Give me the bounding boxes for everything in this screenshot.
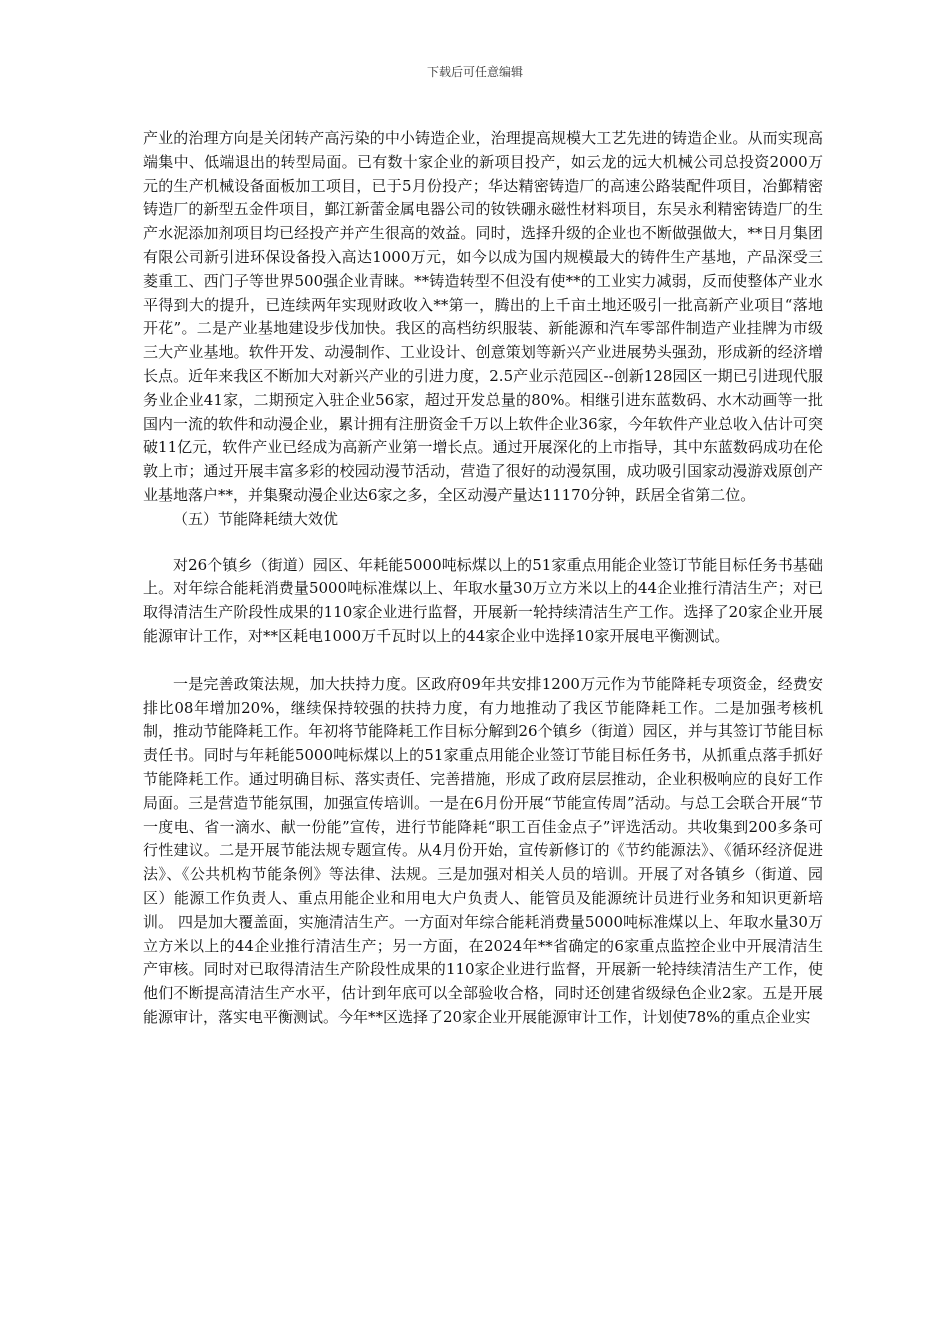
document-body xyxy=(143,127,823,1030)
section-heading-energy-saving: （五）节能降耗绩大效优 xyxy=(173,509,339,528)
paragraph-industry-transformation: 产业的治理方向是关闭转产高污染的中小铸造企业，治理提高规模大工艺先进的铸造企业。从而实现高端集中、低端退出的转型局面。已有数十家企业的新项目投产，如云龙的远大机械公司总投资2000万元的生产机械设备面板加工项目，已于5月份投产；华达精密铸造厂的高速公路装配件项目，冶鄞精密铸造厂的新型五金件项目，鄞江新蕾金属电器公司的钕铁硼永磁性材料项目，东吴永利精密铸造厂的生产水泥添加剂项目均已经投产并产生很高的效益。同时，选择升级的企业也不断做强做大，**日月集团有限公司新引进环保设备投入高达1000万元，如今以成为国内规模最大的铸件生产基地，产品深受三菱重工、西门子等世界500强企业青睐。**铸造转型不但没有使**的工业实力减弱，反而使整体产业水平得到大的提升，已连续两年实现财政收入**第一，腾出的上千亩土地还吸引一批高新产业项目“落地开花”。二是产业基地建设步伐加快。我区的高档纺织服装、新能源和汽车零部件制造产业挂牌为市级三大产业基地。软件开发、动漫制作、工业设计、创意策划等新兴产业进展势头强劲，形成新的经济增长点。近年来我区不断加大对新兴产业的引进力度，2.5产业示范园区--创新128园区一期已引进现代服务业企业41家，二期预定入驻企业56家，超过开发总量的80%。相继引进东蓝数码、水木动画等一批国内一流的软件和动漫企业，累计拥有注册资金千万以上软件企业36家，今年软件产业总收入估计可突破11亿元，软件产业已经成为高新产业第一增长点。通过开展深化的上市指导，其中东蓝数码成功在伦敦上市；通过开展丰富多彩的校园动漫节活动，营造了很好的动漫氛围，成功吸引国家动漫游戏原创产业基地落户**，并集聚动漫企业达6家之多，全区动漫产量达11170分钟，跃居全省第二位。 xyxy=(143,129,823,504)
page-header: 下载后可任意编辑 xyxy=(426,65,523,79)
paragraph-energy-measures: 一是完善政策法规，加大扶持力度。区政府09年共安排1200万元作为节能降耗专项资金，经费安排比08年增加20%，继续保持较强的扶持力度，有力地推动了我区节能降耗工作。二是加强考核机制，推动节能降耗工作。年初将节能降耗工作目标分解到26个镇乡（街道）园区，并与其签订节能目标责任书。同时与年耗能5000吨标煤以上的51家重点用能企业签订节能目标任务书，从抓重点落手抓好节能降耗工作。通过明确目标、落实责任、完善措施，形成了政府层层推动，企业积极响应的良好工作局面。三是营造节能氛围，加强宣传培训。一是在6月份开展“节能宣传周”活动。与总工会联合开展“节一度电、省一滴水、献一份能”宣传，进行节能降耗“职工百佳金点子”评选活动。共收集到200多条可行性建议。二是开展节能法规专题宣传。从4月份开始，宣传新修订的《节约能源法》、《循环经济促进法》、《公共机构节能条例》等法律、法规。三是加强对相关人员的培训。开展了对各镇乡（街道、园区）能源工作负责人、重点用能企业和用电大户负责人、能管员及能源统计员进行业务和知识更新培训。 四是加大覆盖面，实施清洁生产。一方面对年综合能耗消费量5000吨标准煤以上、年取水量30万立方米以上的44企业推行清洁生产；另一方面，在2024年**省确定的6家重点监控企业中开展清洁生产审核。同时对已取得清洁生产阶段性成果的110家企业进行监督，开展新一轮持续清洁生产工作，使他们不断提高清洁生产水平，估计到年底可以全部验收合格，同时还创建省级绿色企业2家。五是开展能源审计，落实电平衡测试。今年**区选择了20家企业开展能源审计工作，计划使78%的重点企业实 xyxy=(143,674,823,1026)
paragraph-energy-targets: 对26个镇乡（街道）园区、年耗能5000吨标煤以上的51家重点用能企业签订节能目标任务书基础上。对年综合能耗消费量5000吨标准煤以上、年取水量30万立方米以上的44企业推行清洁生产；对已取得清洁生产阶段性成果的110家企业进行监督，开展新一轮持续清洁生产工作。选择了20家企业开展能源审计工作，对**区耗电1000万千瓦时以上的44家企业中选择10家开展电平衡测试。 xyxy=(143,555,823,645)
